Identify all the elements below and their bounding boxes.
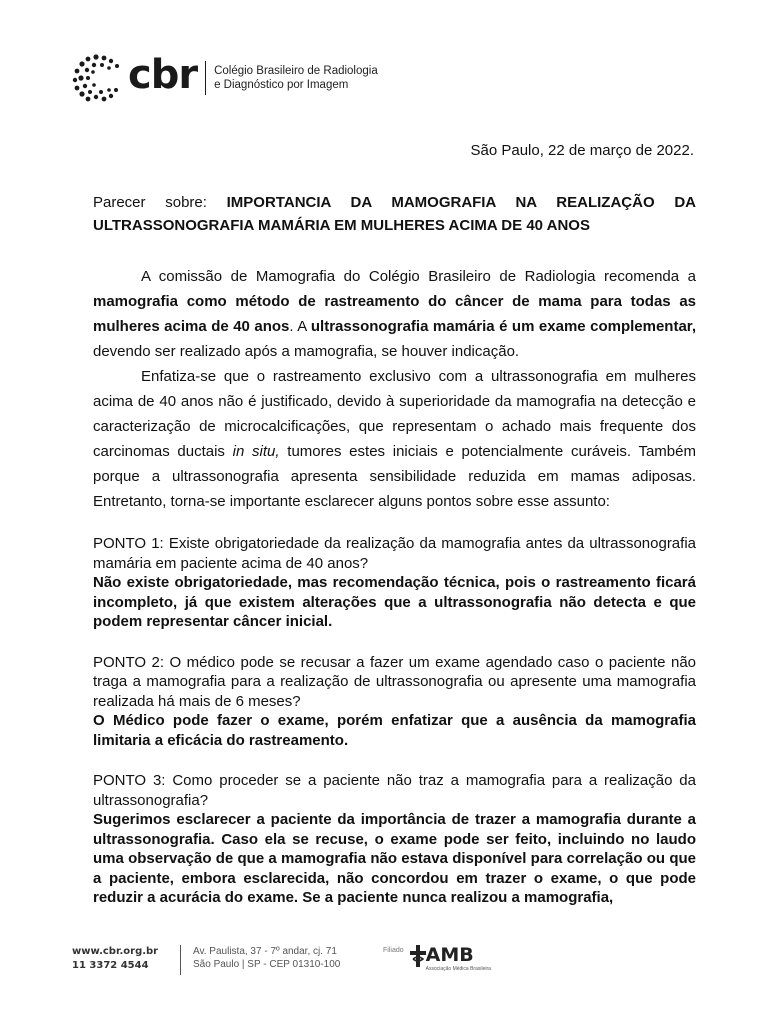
footer-phone: 11 3372 4544: [72, 960, 149, 971]
logo-divider: [205, 61, 206, 95]
point-3: [93, 771, 696, 908]
paragraph-bold: mamografia como método de rastreamento do câncer de mama para todas as mulheres acima de 40 anos: [93, 293, 696, 335]
point-question: PONTO 1: Existe obrigatoriedade da realização da mamografia antes da ultrassonografia mamária em paciente acima de 40 anos?: [93, 535, 696, 572]
point-1: [93, 534, 696, 632]
letter-footer: [72, 945, 491, 985]
subject-prefix: Parecer sobre:: [93, 194, 207, 211]
point-answer: Não existe obrigatoriedade, mas recomendação técnica, pois o rastreamento ficará incompleto, já que existem alterações que a ultrassonografia não detecta e que podem representar câncer inicial.: [93, 574, 696, 630]
letter-date: São Paulo, 22 de março de 2022.: [470, 142, 694, 159]
paragraph-emphasis: [93, 364, 696, 514]
paragraph-recommendation: [93, 264, 696, 364]
subject-line: [93, 191, 696, 237]
point-2: [93, 653, 696, 751]
letter-body: [93, 191, 696, 908]
footer-website: www.cbr.org.br: [72, 946, 159, 957]
organization-name-line2: e Diagnóstico por Imagem: [214, 79, 349, 91]
amb-wordmark: AMB: [425, 944, 474, 966]
paragraph-italic: in situ,: [232, 443, 280, 460]
footer-address-line2: São Paulo | SP - CEP 01310-100: [193, 959, 341, 970]
amb-emblem-icon: [410, 945, 426, 967]
paragraph-text: . A: [289, 318, 311, 335]
footer-divider: [180, 945, 181, 975]
point-answer: O Médico pode fazer o exame, porém enfatizar que a ausência da mamografia limitaria a eficácia do rastreamento.: [93, 712, 696, 749]
paragraph-text: tumores estes iniciais e potencialmente curáveis. Também porque a ultrassonografia apresenta sensibilidade reduzida em mamas adiposas. Entretanto, torna-se importante esclarecer alguns pontos sobre esse assunto:: [93, 443, 696, 510]
amb-subtitle: Associação Médica Brasileira: [425, 966, 491, 972]
footer-contact: [72, 945, 176, 973]
paragraph-text: devendo ser realizado após a mamografia, se houver indicação.: [93, 343, 520, 360]
paragraph-text: A comissão de Mamografia do Colégio Brasileiro de Radiologia recomenda a: [141, 268, 696, 285]
logo-wordmark: cbr: [128, 52, 198, 98]
point-question: PONTO 2: O médico pode se recusar a fazer um exame agendado caso o paciente não traga a mamografia para a realização de ultrassonografia ou apresente uma mamografia realizada há mais de 6 meses?: [93, 653, 696, 710]
cbr-logo-icon: [72, 52, 124, 104]
footer-address-line1: Av. Paulista, 37 - 7º andar, cj. 71: [193, 946, 337, 957]
paragraph-bold: ultrassonografia mamária é um exame complementar,: [310, 318, 696, 335]
organization-name: [214, 64, 378, 92]
subject-title: IMPORTANCIA DA MAMOGRAFIA NA REALIZAÇÃO DA ULTRASSONOGRAFIA MAMÁRIA EM MULHERES ACIMA DE 40 ANOS: [93, 194, 696, 234]
point-answer: Sugerimos esclarecer a paciente da importância de trazer a mamografia durante a ultrassonografia. Caso ela se recuse, o exame pode ser feito, incluindo no laudo uma observação de que a mamografia não estava disponível para correlação ou que a paciente, embora esclarecida, não concordou em trazer o exame, o que pode reduzir a acurácia do exame. Se a paciente nunca realizou a mamografia,: [93, 811, 696, 906]
organization-name-line1: Colégio Brasileiro de Radiologia: [214, 65, 378, 77]
amb-logo: [410, 945, 491, 972]
paragraph-text: Enfatiza-se que o rastreamento exclusivo com a ultrassonografia em mulheres acima de 40 anos não é justificado, devido à superioridade da mamografia na detecção e caracterização de microcalcificações, que representam o achado mais frequente dos carcinomas ductais: [93, 368, 696, 460]
footer-filiado-label: Filiado: [383, 947, 404, 954]
point-question: PONTO 3: Como proceder se a paciente não traz a mamografia para a realização da ultrassonografia?: [93, 772, 696, 809]
footer-address: [193, 945, 383, 971]
letterhead: [72, 52, 378, 104]
